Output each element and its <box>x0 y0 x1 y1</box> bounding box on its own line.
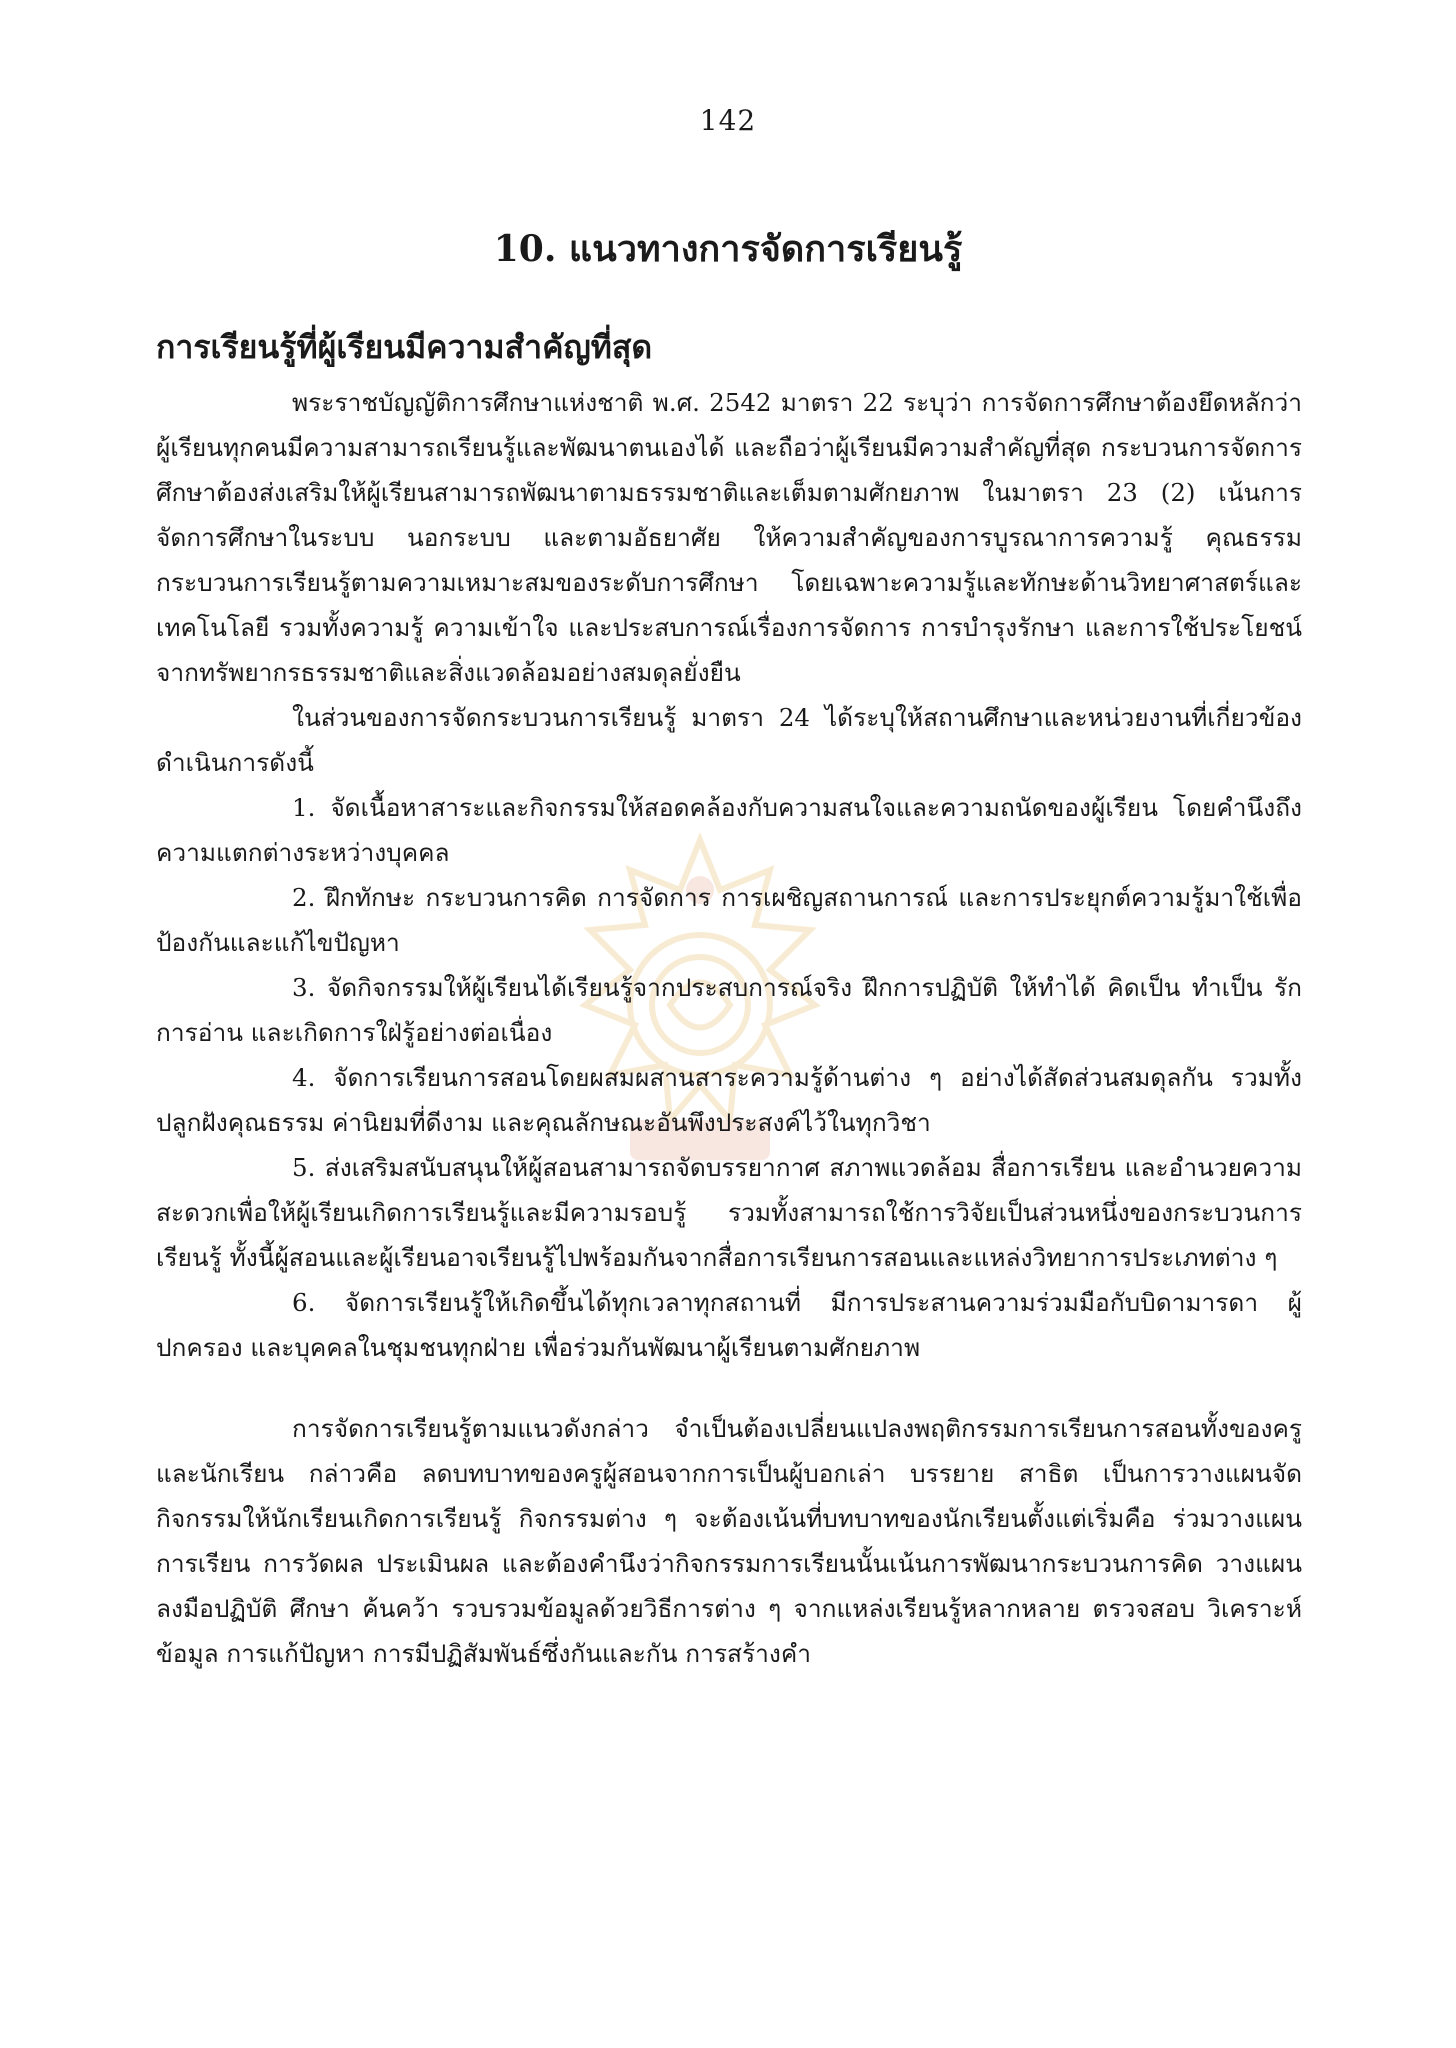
section-heading: การเรียนรู้ที่ผู้เรียนมีความสำคัญที่สุด <box>156 328 653 366</box>
list-item-1: 1. จัดเนื้อหาสาระและกิจกรรมให้สอดคล้องกับความสนใจและความถนัดของผู้เรียน โดยคำนึงถึงความแตกต่างระหว่างบุคคล <box>156 793 1302 867</box>
list-item-6: 6. จัดการเรียนรู้ให้เกิดขึ้นได้ทุกเวลาทุกสถานที่ มีการประสานความร่วมมือกับบิดามารดา ผู้ปกครอง และบุคคลในชุมชนทุกฝ่าย เพื่อร่วมกันพัฒนาผู้เรียนตามศักยภาพ <box>156 1288 1302 1362</box>
paragraph-section-24: ในส่วนของการจัดกระบวนการเรียนรู้ มาตรา 24 ได้ระบุให้สถานศึกษาและหน่วยงานที่เกี่ยวข้องดำเนินการดังนี้ <box>156 703 1302 777</box>
chapter-title: 10. แนวทางการจัดการเรียนรู้ <box>493 228 963 270</box>
body-text <box>156 380 1302 1676</box>
list-item-5: 5. ส่งเสริมสนับสนุนให้ผู้สอนสามารถจัดบรรยากาศ สภาพแวดล้อม สื่อการเรียน และอำนวยความสะดวกเพื่อให้ผู้เรียนเกิดการเรียนรู้และมีความรอบรู้ รวมทั้งสามารถใช้การวิจัยเป็นส่วนหนึ่งของกระบวนการเรียนรู้ ทั้งนี้ผู้สอนและผู้เรียนอาจเรียนรู้ไปพร้อมกันจากสื่อการเรียนการสอนและแหล่งวิทยาการประเภทต่าง ๆ <box>156 1153 1302 1272</box>
list-item-3: 3. จัดกิจกรรมให้ผู้เรียนได้เรียนรู้จากประสบการณ์จริง ฝึกการปฏิบัติ ให้ทำได้ คิดเป็น ทำเป็น รักการอ่าน และเกิดการใฝ่รู้อย่างต่อเนื่อง <box>156 973 1302 1047</box>
paragraph-conclusion: การจัดการเรียนรู้ตามแนวดังกล่าว จำเป็นต้องเปลี่ยนแปลงพฤติกรรมการเรียนการสอนทั้งของครูและนักเรียน กล่าวคือ ลดบทบาทของครูผู้สอนจากการเป็นผู้บอกเล่า บรรยาย สาธิต เป็นการวางแผนจัดกิจกรรมให้นักเรียนเกิดการเรียนรู้ กิจกรรมต่าง ๆ จะต้องเน้นที่บทบาทของนักเรียนตั้งแต่เริ่มคือ ร่วมวางแผนการเรียน การวัดผล ประเมินผล และต้องคำนึงว่ากิจกรรมการเรียนนั้นเน้นการพัฒนากระบวนการคิด วางแผน ลงมือปฏิบัติ ศึกษา ค้นคว้า รวบรวมข้อมูลด้วยวิธีการต่าง ๆ จากแหล่งเรียนรู้หลากหลาย ตรวจสอบ วิเคราะห์ข้อมูล การแก้ปัญหา การมีปฏิสัมพันธ์ซึ่งกันและกัน การสร้างคำ <box>156 1414 1302 1668</box>
page-number: 142 <box>699 104 757 137</box>
list-item-4: 4. จัดการเรียนการสอนโดยผสมผสานสาระความรู้ด้านต่าง ๆ อย่างได้สัดส่วนสมดุลกัน รวมทั้งปลูกฝังคุณธรรม ค่านิยมที่ดีงาม และคุณลักษณะอันพึงประสงค์ไว้ในทุกวิชา <box>156 1063 1302 1137</box>
paragraph-intro: พระราชบัญญัติการศึกษาแห่งชาติ พ.ศ. 2542 มาตรา 22 ระบุว่า การจัดการศึกษาต้องยึดหลักว่า ผู้เรียนทุกคนมีความสามารถเรียนรู้และพัฒนาตนเองได้ และถือว่าผู้เรียนมีความสำคัญที่สุด กระบวนการจัดการศึกษาต้องส่งเสริมให้ผู้เรียนสามารถพัฒนาตามธรรมชาติและเต็มตามศักยภาพ ในมาตรา 23 (2) เน้นการจัดการศึกษาในระบบ นอกระบบ และตามอัธยาศัย ให้ความสำคัญของการบูรณาการความรู้ คุณธรรม กระบวนการเรียนรู้ตามความเหมาะสมของระดับการศึกษา โดยเฉพาะความรู้และทักษะด้านวิทยาศาสตร์และเทคโนโลยี รวมทั้งความรู้ ความเข้าใจ และประสบการณ์เรื่องการจัดการ การบำรุงรักษา และการใช้ประโยชน์จากทรัพยากรธรรมชาติและสิ่งแวดล้อมอย่างสมดุลยั่งยืน <box>156 388 1302 687</box>
list-item-2: 2. ฝึกทักษะ กระบวนการคิด การจัดการ การเผชิญสถานการณ์ และการประยุกต์ความรู้มาใช้เพื่อป้องกันและแก้ไขปัญหา <box>156 883 1302 957</box>
